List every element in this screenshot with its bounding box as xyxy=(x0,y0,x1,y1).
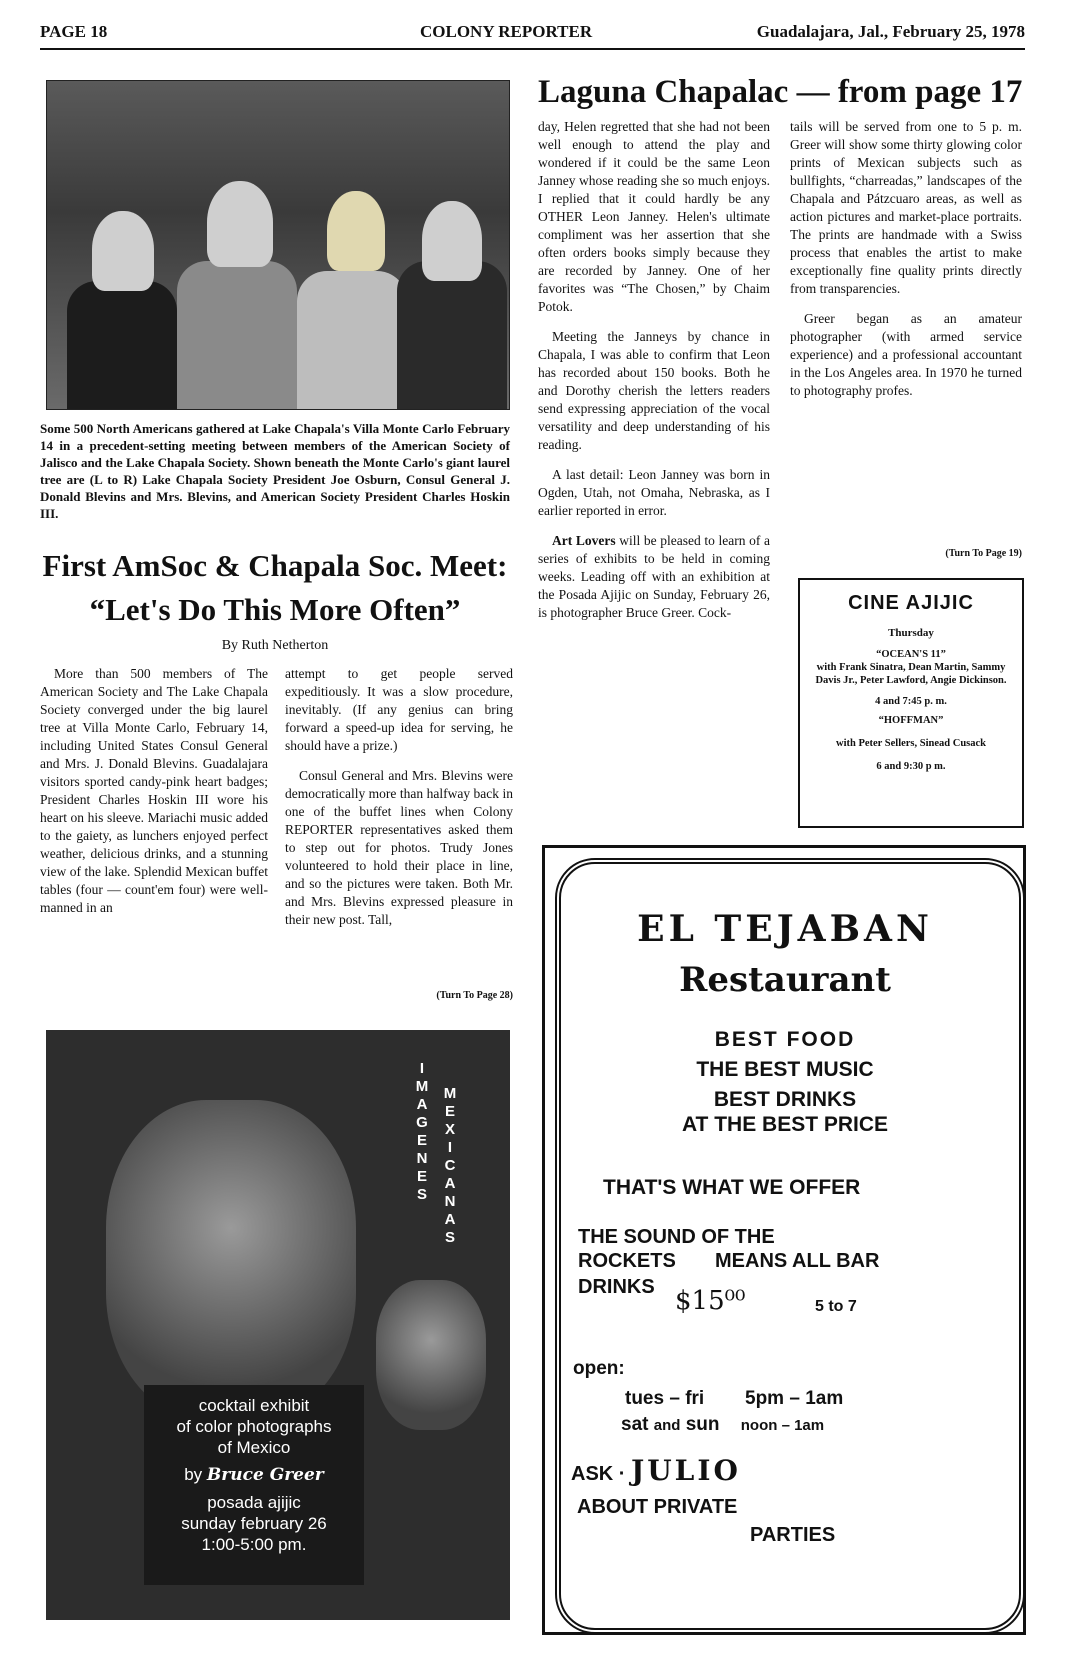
cine-cast-2: with Peter Sellers, Sinead Cusack xyxy=(835,738,986,749)
ad-photo-figure xyxy=(376,1280,486,1430)
cine-time-2: 6 and 9:30 p m. xyxy=(876,761,946,772)
hours-times: 5pm – 1am xyxy=(745,1388,844,1409)
vertical-title-mexicanas: M E X I C A N A S xyxy=(443,1085,457,1246)
exhibit-line: cocktail exhibit xyxy=(198,1396,310,1415)
ad-line: ABOUT PRIVATE xyxy=(577,1496,738,1518)
ad-line: MEANS ALL BAR xyxy=(715,1250,880,1272)
paragraph: Meeting the Janneys by chance in Chapala, I was able to confirm that Leon has recorded about 150 books. Both he and Dorothy cherish the letters readers send expressing appreciation of the vocal versatility and deep understanding of his reading. xyxy=(538,329,770,452)
ad-line: BEST FOOD xyxy=(714,1028,856,1051)
paragraph: attempt to get people served expeditiously. It was a slow procedure, inevitably. (If any genius can bring forward a speed-up idea for serving, he should have a prize.) xyxy=(285,666,513,753)
cine-title: CINE AJIJIC xyxy=(848,592,974,614)
ask-line: ASK · JULIO xyxy=(571,1454,741,1487)
ad-photo-figure xyxy=(106,1100,356,1420)
paragraph: A last detail: Leon Janney was born in Ogden, Utah, not Omaha, Nebraska, as I earlier reported in error. xyxy=(538,467,770,518)
open-label: open: xyxy=(573,1358,625,1379)
restaurant-sub: Restaurant xyxy=(679,960,891,1000)
masthead xyxy=(40,22,1025,48)
article1-column-1 xyxy=(40,665,268,929)
paragraph: day, Helen regretted that she had not been well enough to attend the play and wondered if it could be the same Leon Janney whose reading she so much enjoys. I replied that it could hardly be any OTHER Leon Janney. Helen's ultimate compliment was her assertion that she often orders books simply because they are recorded by Janney. One of her favorites was “The Chosen,” by Chaim Potok. xyxy=(538,119,770,314)
article1-headline-1: First AmSoc & Chapala Soc. Meet: xyxy=(42,548,508,583)
exhibit-line: sunday february 26 xyxy=(181,1514,327,1533)
article1-jump: (Turn To Page 28) xyxy=(436,990,513,1001)
exhibit-line: posada ajijic xyxy=(207,1493,301,1512)
dateline: Guadalajara, Jal., February 25, 1978 xyxy=(756,22,1025,41)
hours-weekend: sat and sun noon – 1am xyxy=(621,1414,825,1435)
page-number: PAGE 18 xyxy=(40,22,108,41)
paragraph: Art Lovers will be pleased to learn of a series of exhibits to be held in coming weeks. Leading off with an exhibition at the Posada Ajijic on Sunday, February 26, is photographer Bruce Greer. Cock- xyxy=(538,533,770,620)
paragraph: More than 500 members of The American Society and The Lake Chapala Society converged under the big laurel tree at Villa Monte Carlo, February 14, including United States Consul General and Mrs. J. Donald Blevins. Guadalajara visitors sported candy-pink heart badges; President Charles Hoskin III wore his heart on his sleeve. Mariachi music added to the gaiety, as lunchers enjoyed perfect weather, delicious drinks, and a stunning view of the lake. Splendid Mexican buffet tables (four — count'em four) were well-manned in an xyxy=(40,666,268,915)
lead-in: Art Lovers xyxy=(552,533,616,548)
photo-caption: Some 500 North Americans gathered at Lake Chapala's Villa Monte Carlo February 14 in a precedent-setting meeting between members of the American Society of Jalisco and the Lake Chapala Society. Shown beneath the Monte Carlo's giant laurel tree are (L to R) Lake Chapala Society President Joe Osburn, Consul General J. Donald Blevins and Mrs. Blevins, and American Society President Charles Hoskin III. xyxy=(40,421,510,521)
article2-headline: Laguna Chapalac — from page 17 xyxy=(538,74,1023,110)
ad-line: THE BEST MUSIC xyxy=(696,1058,874,1081)
paragraph: Consul General and Mrs. Blevins were democratically more than halfway back in one of the buffet lines when Colony REPORTER representatives asked them to step out for photos. Trudy Jones volunteered to hold their place in line, and so the pictures were taken. Both Mr. and Mrs. Blevins expressed pleasure in their new post. Tall, xyxy=(285,768,513,927)
photo-exhibit-ad xyxy=(46,1030,510,1620)
article2-column-1 xyxy=(538,118,770,634)
cine-ajijic-box xyxy=(798,578,1024,828)
article1-column-2 xyxy=(285,665,513,941)
cine-time-1: 4 and 7:45 p. m. xyxy=(875,696,947,707)
masthead-rule xyxy=(40,48,1025,50)
ad-line: THAT'S WHAT WE OFFER xyxy=(603,1176,861,1199)
restaurant-name: EL TEJABAN xyxy=(637,908,933,950)
ad-line: DRINKS xyxy=(578,1276,655,1298)
ad-line: PARTIES xyxy=(750,1524,836,1546)
ad-line: THE SOUND OF THE xyxy=(578,1226,775,1248)
cine-film-1: “OCEAN'S 11” xyxy=(876,649,946,660)
exhibit-info-box xyxy=(144,1385,364,1585)
paper-name: COLONY REPORTER xyxy=(420,22,593,41)
cine-film-2: “HOFFMAN” xyxy=(878,715,944,726)
drink-price: $15⁰⁰ xyxy=(675,1286,746,1316)
exhibit-line: of Mexico xyxy=(217,1438,291,1457)
paragraph: tails will be served from one to 5 p. m. Greer will show some thirty glowing color prints of Mexican subjects such as bullfights, “charreadas,” landscapes of the Chapala and Pátzcuaro areas, as well as action pictures and market-place portraits. The prints are handmade with a Swiss process that enables the artist to make exceptionally fine quality prints directly from transparencies. xyxy=(790,119,1022,296)
vertical-title-imagenes: I M A G E N E S xyxy=(415,1060,429,1203)
group-photo xyxy=(46,80,510,410)
exhibit-byline: by Bruce Greer xyxy=(184,1465,324,1485)
article2-jump: (Turn To Page 19) xyxy=(945,548,1022,559)
cine-cast-1: with Frank Sinatra, Dean Martin, Sammy Davis Jr., Peter Lawford, Angie Dickinson. xyxy=(815,662,1007,686)
cine-day: Thursday xyxy=(888,627,934,639)
article2-column-2 xyxy=(790,118,1022,412)
article1-headline-2: “Let's Do This More Often” xyxy=(89,592,461,627)
happy-hour: 5 to 7 xyxy=(815,1298,857,1315)
exhibit-line: of color photographs xyxy=(176,1417,332,1436)
paragraph: Greer began as an amateur photographer (with armed service experience) and a professional accountant in the Los Angeles area. In 1970 he turned to photography profes. xyxy=(790,311,1022,398)
exhibit-line: 1:00-5:00 pm. xyxy=(201,1535,307,1554)
restaurant-ad xyxy=(542,845,1026,1635)
ad-line: AT THE BEST PRICE xyxy=(681,1113,889,1136)
article1-byline: By Ruth Netherton xyxy=(221,638,329,653)
hours-days: tues – fri xyxy=(625,1388,705,1409)
ad-line: BEST DRINKS xyxy=(713,1088,857,1111)
ad-line: ROCKETS xyxy=(578,1250,676,1272)
